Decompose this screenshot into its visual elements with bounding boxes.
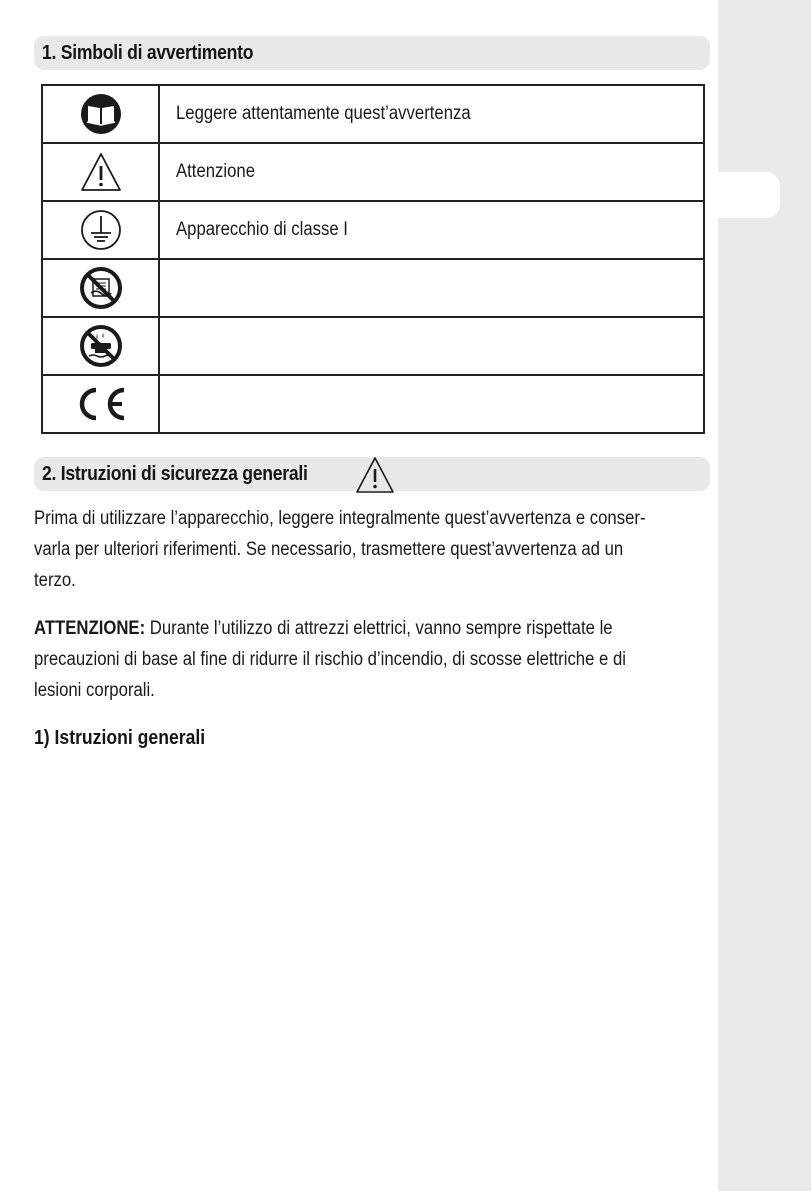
- paragraph-line: varla per ulteriori riferimenti. Se necessario, trasmettere quest’avvertenza ad un: [34, 539, 624, 560]
- do-not-cover-icon: [78, 265, 124, 311]
- section-title: 2. Istruzioni di sicurezza generali: [42, 462, 308, 485]
- section-heading-warning-symbols: [34, 36, 710, 70]
- symbol-description: Attenzione: [159, 143, 704, 201]
- table-row: [42, 85, 704, 143]
- paragraph-text: Durante l’utilizzo di attrezzi elettrici, vanno sempre rispettate le: [145, 618, 613, 639]
- warning-paragraph: [34, 613, 714, 706]
- read-manual-icon: [78, 91, 124, 137]
- symbol-cell: [42, 259, 159, 317]
- symbol-cell: [42, 85, 159, 143]
- symbol-description: Leggere attentamente quest’avvertenza: [159, 85, 704, 143]
- warning-label: ATTENZIONE:: [34, 618, 146, 639]
- section-title: 1. Simboli di avvertimento: [42, 41, 254, 64]
- paragraph-line: [34, 613, 632, 644]
- table-row: [42, 259, 704, 317]
- warning-triangle-icon: [78, 150, 124, 194]
- intro-paragraph: [34, 503, 714, 596]
- paragraph-line: Prima di utilizzare l’apparecchio, leggere integralmente quest’avvertenza e conser-: [34, 508, 646, 529]
- paragraph-line: terzo.: [34, 570, 76, 591]
- table-row: [42, 143, 704, 201]
- symbol-cell: [42, 375, 159, 433]
- symbols-table: [41, 84, 705, 434]
- subheading-general-instructions: 1) Istruzioni generali: [34, 727, 206, 749]
- paragraph-line: precauzioni di base al fine di ridurre il rischio d’incendio, di scosse elettriche e di: [34, 649, 627, 670]
- ce-mark-icon: [69, 384, 133, 424]
- protective-earth-icon: [78, 207, 124, 253]
- no-water-icon: [78, 323, 124, 369]
- warning-triangle-icon: [353, 455, 397, 495]
- chapter-tab: [718, 172, 780, 218]
- table-row: [42, 317, 704, 375]
- symbol-description: [159, 375, 704, 433]
- symbol-cell: [42, 317, 159, 375]
- paragraph-line: lesioni corporali.: [34, 680, 155, 701]
- symbol-description: [159, 317, 704, 375]
- table-row: [42, 201, 704, 259]
- symbol-cell: [42, 143, 159, 201]
- symbol-cell: [42, 201, 159, 259]
- table-row: [42, 375, 704, 433]
- symbol-description: Apparecchio di classe I: [159, 201, 704, 259]
- symbol-description: [159, 259, 704, 317]
